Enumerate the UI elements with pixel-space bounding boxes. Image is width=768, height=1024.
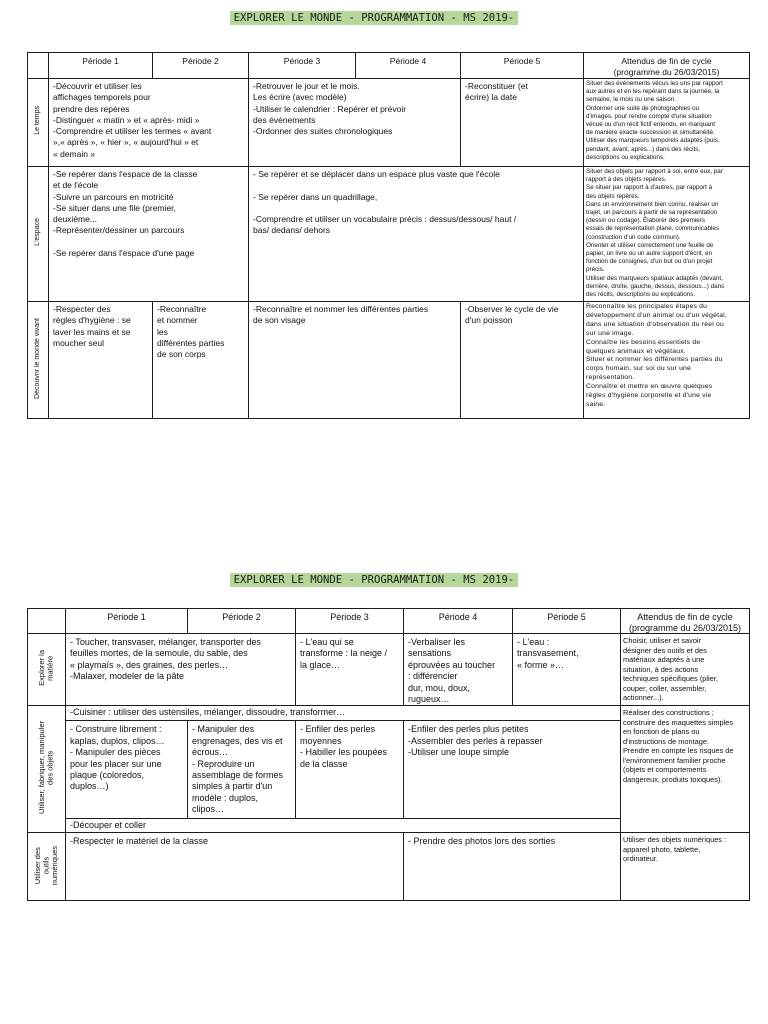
row-label-explorer-matiere: Explorer la matière [37,650,55,686]
header-row [28,609,750,634]
cell-cuisiner: -Cuisiner : utiliser des ustensiles, mélanger, dissoudre, transformer… [66,706,621,721]
cell-periode-1-2: -Se repérer dans l'espace de la classe et de l'école -Suivre un parcours en motricité -Se situer dans une file (premier, deuxième... -Représenter/dessiner un parcours -Se repérer dans l'espace d'une page [49,167,249,302]
cell-periode-4-5: -Enfiler des perles plus petites -Assembler des perles à repasser -Utiliser une loupe simple [404,721,621,819]
cell-periode-5: -Reconstituer (et écrire) la date [461,79,584,167]
cell-periode-2: -Reconnaître et nommer les différentes parties de son corps [153,302,249,419]
programmation-table-1 [27,52,750,419]
row-label-monde-vivant: Découvrir le monde vivant [34,317,41,399]
header-attendus: Attendus de fin de cycle (programme du 26/03/2015) [621,609,750,634]
row-label-outils-numeriques: Utiliser des outils numériques [32,845,59,885]
cell-periode-3-5: - Se repérer et se déplacer dans un espace plus vaste que l'école - Se repérer dans un quadrillage, -Comprendre et utiliser un vocabulaire précis : dessus/dessous/ haut / bas/ dedans/ dehors [249,167,584,302]
row-label-cell [28,167,49,302]
cell-periode-5: - L'eau : transvasement, « forme »… [513,634,621,706]
cell-periode-1-3: -Respecter le matériel de la classe [66,833,404,901]
page-title-top: EXPLORER LE MONDE - PROGRAMMATION - MS 2019- [230,11,518,25]
cell-attendus: Reconnaître les principales étapes du développement d'un animal ou d'un végétal, dans une situation d'observation du réel ou sur une image. Connaître les besoins essentiels de quelques animaux et végétaux. Situer et nommer les différentes parties du corps humain, sur soi ou sur une représentation. Connaître et mettre en œuvre quelques règles d'hygiène corporelle et d'une vie saine. [584,302,750,419]
row-label-le-temps: Le temps [34,106,41,136]
header-periode-3: Période 3 [296,609,404,634]
cell-periode-4-5: - Prendre des photos lors des sorties [404,833,621,901]
header-periode-4: Période 4 [356,53,461,79]
corner-cell [28,53,49,79]
header-periode-5: Période 5 [513,609,621,634]
row-label-cell [28,79,49,167]
cell-periode-3-4: -Retrouver le jour et le mois. Les écrire (avec modèle) -Utiliser le calendrier : Repérer et prévoir des événements -Ordonner des suites chronologiques [249,79,461,167]
header-periode-3: Période 3 [249,53,356,79]
programmation-table-2 [27,608,750,901]
cell-periode-4: -Verbaliser les sensations éprouvées au toucher : différencier dur, mou, doux, rugueux… [404,634,513,706]
page-title-bottom: EXPLORER LE MONDE - PROGRAMMATION - MS 2019- [230,573,518,587]
row-le-temps [28,79,750,167]
row-label-cell [28,706,66,833]
cell-attendus: Situer des objets par rapport à soi, entre eux, par rapport à des objets repères. Se situer par rapport à d'autres, par rapport à des objets repères. Dans un environnement bien connu, réaliser un trajet, un parcours à partir de sa représentation (dessin ou codage). Élaborer des premiers essais de représentation plane, communicables (construction d'un code commun). Orienter et utiliser correctement une feuille de papier, un livre ou un autre support d'écrit, en fonction de consignes, d'un but ou d'un projet précis. Utiliser des marqueurs spatiaux adaptés (devant, derrière, droite, gauche, dessus, dessous...) dans des récits, descriptions ou explications. [584,167,750,302]
cell-attendus: Utiliser des objets numériques : appareil photo, tablette, ordinateur. [621,833,750,901]
cell-periode-3-4: -Reconnaître et nommer les différentes parties de son visage [249,302,461,419]
row-label-cell [28,302,49,419]
header-periode-4: Période 4 [404,609,513,634]
header-periode-1: Période 1 [49,53,153,79]
row-explorer-matiere [28,634,750,706]
row-label-espace: L'espace [34,218,41,247]
cell-periode-3: - Enfiler des perles moyennes - Habiller les poupées de la classe [296,721,404,819]
header-attendus: Attendus de fin de cycle (programme du 26/03/2015) [584,53,750,79]
header-periode-5: Période 5 [461,53,584,79]
row-objets-cuisiner [28,706,750,721]
row-espace [28,167,750,302]
row-monde-vivant [28,302,750,419]
cell-attendus: Situer des événements vécus les uns par rapport aux autres et en les repérant dans la journée, la semaine, le mois ou une saison. Ordonner une suite de photographies ou d'images, pour rendre compte d'une situation vécue ou d'un récit fictif entendu, en marquant de manière exacte succession et simultanéité. Utiliser des marqueurs temporels adaptés (puis, pendant, avant, après...) dans des récits, descriptions ou explications. [584,79,750,167]
header-periode-2: Période 2 [153,53,249,79]
cell-decouper: -Découper et coller [66,819,621,833]
header-periode-1: Période 1 [66,609,188,634]
corner-cell [28,609,66,634]
row-label-cell [28,634,66,706]
cell-periode-1-2: - Toucher, transvaser, mélanger, transporter des feuilles mortes, de la semoule, du sable, des « playmaïs », des graines, des perles… -Malaxer, modeler de la pâte [66,634,296,706]
cell-periode-1: - Construire librement : kaplas, duplos, clipos… - Manipuler des pièces pour les placer sur une plaque (coloredos, duplos…) [66,721,188,819]
row-label-objets: Utiliser, fabriquer, manipuler des objets [37,721,55,815]
cell-periode-3: - L'eau qui se transforme : la neige / la glace… [296,634,404,706]
row-outils-numeriques [28,833,750,901]
cell-attendus: Choisir, utiliser et savoir désigner des outils et des matériaux adaptés à une situation, à des actions techniques spécifiques (plier, couper, coller, assembler, actionner...). [621,634,750,706]
header-periode-2: Période 2 [188,609,296,634]
cell-periode-2: - Manipuler des engrenages, des vis et écrous… - Reproduire un assemblage de formes simples à partir d'un modèle : duplos, clipos… [188,721,296,819]
row-label-cell [28,833,66,901]
header-row [28,53,750,79]
cell-attendus: Réaliser des constructions ; construire des maquettes simples en fonction de plans ou d'instructions de montage. Prendre en compte les risques de l'environnement familier proche (objets et comportements dangereux, produits toxiques). [621,706,750,833]
cell-periode-5: -Observer le cycle de vie d'un poisson [461,302,584,419]
cell-periode-1: -Respecter des règles d'hygiène : se laver les mains et se moucher seul [49,302,153,419]
cell-periode-1-2: -Découvrir et utiliser les affichages temporels pour prendre des repères -Distinguer « matin » et « après- midi » -Comprendre et utiliser les termes « avant »,« après », « hier », « aujourd'hui » et « demain » [49,79,249,167]
